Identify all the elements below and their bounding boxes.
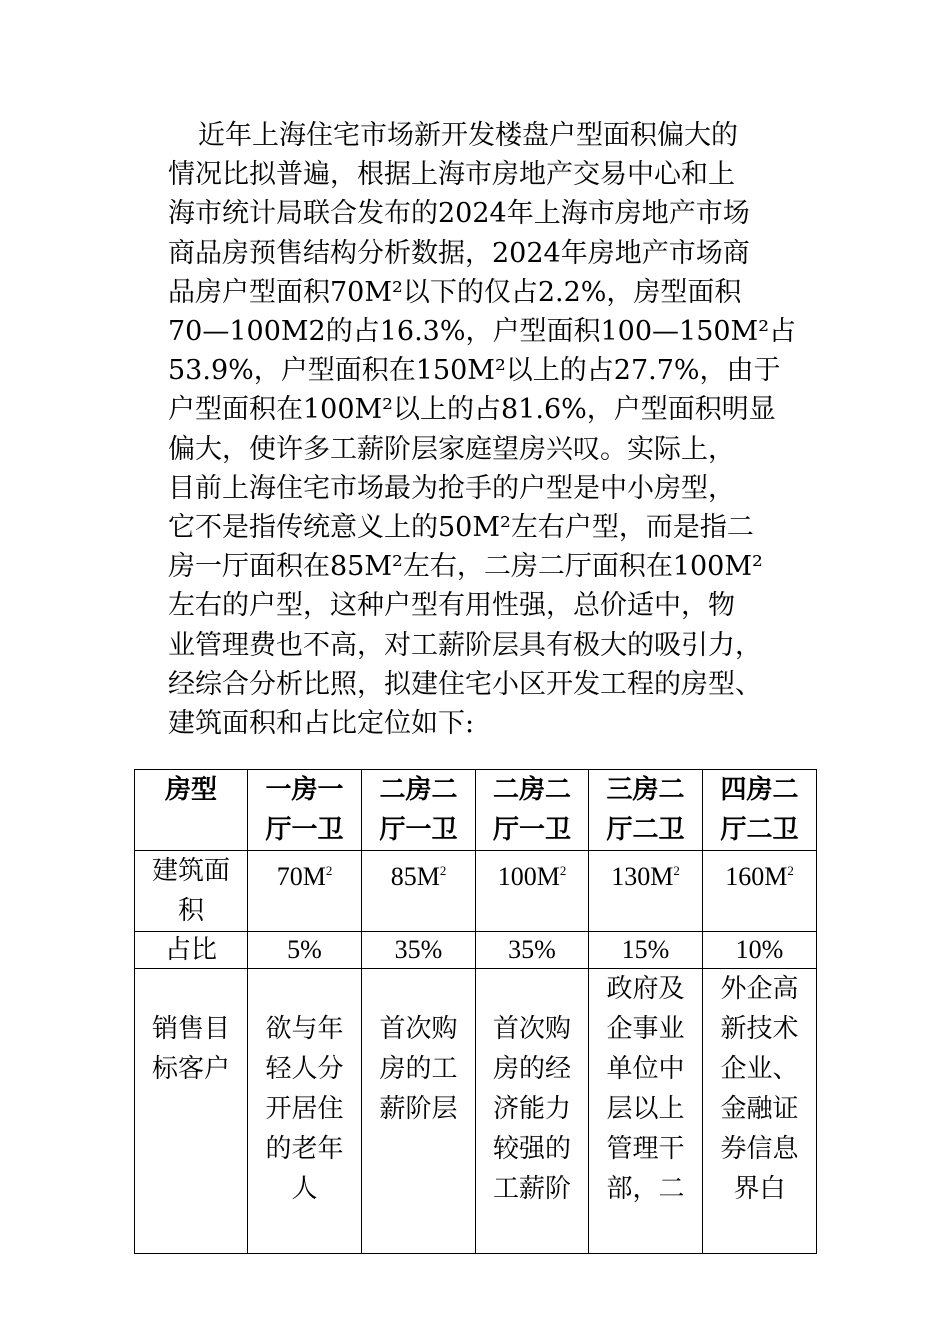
paragraph-line: 它不是指传统意义上的50M²左右户型，而是指二 <box>168 512 754 544</box>
table-row <box>135 932 817 969</box>
area-cell <box>703 851 817 932</box>
header-cell: 一房一 厅一卫 <box>248 770 362 851</box>
paragraph-line: 户型面积在100M²以上的占81.6%，户型面积明显 <box>168 394 776 426</box>
row-label-area: 建筑面 积 <box>135 851 248 932</box>
customer-text: 欲与年 轻人分 开居住 的老年 人 <box>265 1014 344 1204</box>
area-value: 100M 2 <box>498 862 567 891</box>
paragraph-line: 左右的户型，这种户型有用性强，总价适中，物 <box>168 590 735 622</box>
paragraph-line: 业管理费也不高，对工薪阶层具有极大的吸引力， <box>168 629 762 661</box>
paragraph-line: 品房户型面积70M²以下的仅占2.2%，房型面积 <box>168 276 742 308</box>
row-label-customer <box>135 969 248 1254</box>
customer-cell <box>248 969 362 1254</box>
paragraph-line: 建筑面积和占比定位如下: <box>168 708 475 740</box>
area-cell <box>476 851 589 932</box>
row-label-type: 房型 <box>135 770 248 851</box>
area-value: 85M 2 <box>391 862 447 891</box>
paragraph-line: 近年上海住宅市场新开发楼盘户型面积偏大的 <box>198 120 738 151</box>
customer-cell <box>476 969 589 1254</box>
ratio-cell: 35% <box>362 932 476 969</box>
area-value: 70M 2 <box>277 862 333 891</box>
customer-text: 首次购 房的工 薪阶层 <box>379 1014 458 1124</box>
row-label-customer-text: 销售目 标客户 <box>151 1014 230 1084</box>
paragraph-line: 情况比拟普遍，根据上海市房地产交易中心和上 <box>168 159 735 191</box>
ratio-cell: 15% <box>589 932 703 969</box>
body-paragraph <box>168 116 808 743</box>
header-cell: 三房二 厅二卫 <box>589 770 703 851</box>
paragraph-line: 经综合分析比照，拟建住宅小区开发工程的房型、 <box>168 668 762 700</box>
unit-type-table <box>134 769 817 1254</box>
customer-text: 外企高 新技术 企业、 金融证 券信息 界白 <box>720 974 799 1204</box>
area-cell <box>248 851 362 932</box>
customer-text: 政府及 企事业 单位中 层以上 管理干 部，二 <box>606 974 685 1204</box>
paragraph-line: 目前上海住宅市场最为抢手的户型是中小房型， <box>168 472 735 504</box>
table-row <box>135 851 817 932</box>
row-label-ratio: 占比 <box>135 932 248 969</box>
ratio-cell: 10% <box>703 932 817 969</box>
area-value: 160M 2 <box>725 862 794 891</box>
paragraph-line: 海市统计局联合发布的2024年上海市房地产市场 <box>168 198 750 230</box>
header-cell: 二房二 厅一卫 <box>362 770 476 851</box>
customer-text: 首次购 房的经 济能力 较强的 工薪阶 <box>492 1014 571 1204</box>
customer-cell <box>703 969 817 1254</box>
header-cell: 二房二 厅一卫 <box>476 770 589 851</box>
ratio-cell: 35% <box>476 932 589 969</box>
header-cell: 四房二 厅二卫 <box>703 770 817 851</box>
customer-cell <box>589 969 703 1254</box>
table-row <box>135 770 817 851</box>
paragraph-line: 房一厅面积在85M²左右，二房二厅面积在100M² <box>168 551 763 583</box>
area-cell <box>362 851 476 932</box>
paragraph-line: 偏大，使许多工薪阶层家庭望房兴叹。实际上， <box>168 433 735 465</box>
customer-cell <box>362 969 476 1254</box>
table-row <box>135 969 817 1254</box>
area-value: 130M 2 <box>611 862 680 891</box>
paragraph-line: 商品房预售结构分析数据，2024年房地产市场商 <box>168 237 750 269</box>
ratio-cell: 5% <box>248 932 362 969</box>
paragraph-line: 53.9%，户型面积在150M²以上的占27.7%，由于 <box>168 355 781 387</box>
paragraph-line: 70—100M2的占16.3%，户型面积100—150M²占 <box>168 316 797 348</box>
area-cell <box>589 851 703 932</box>
